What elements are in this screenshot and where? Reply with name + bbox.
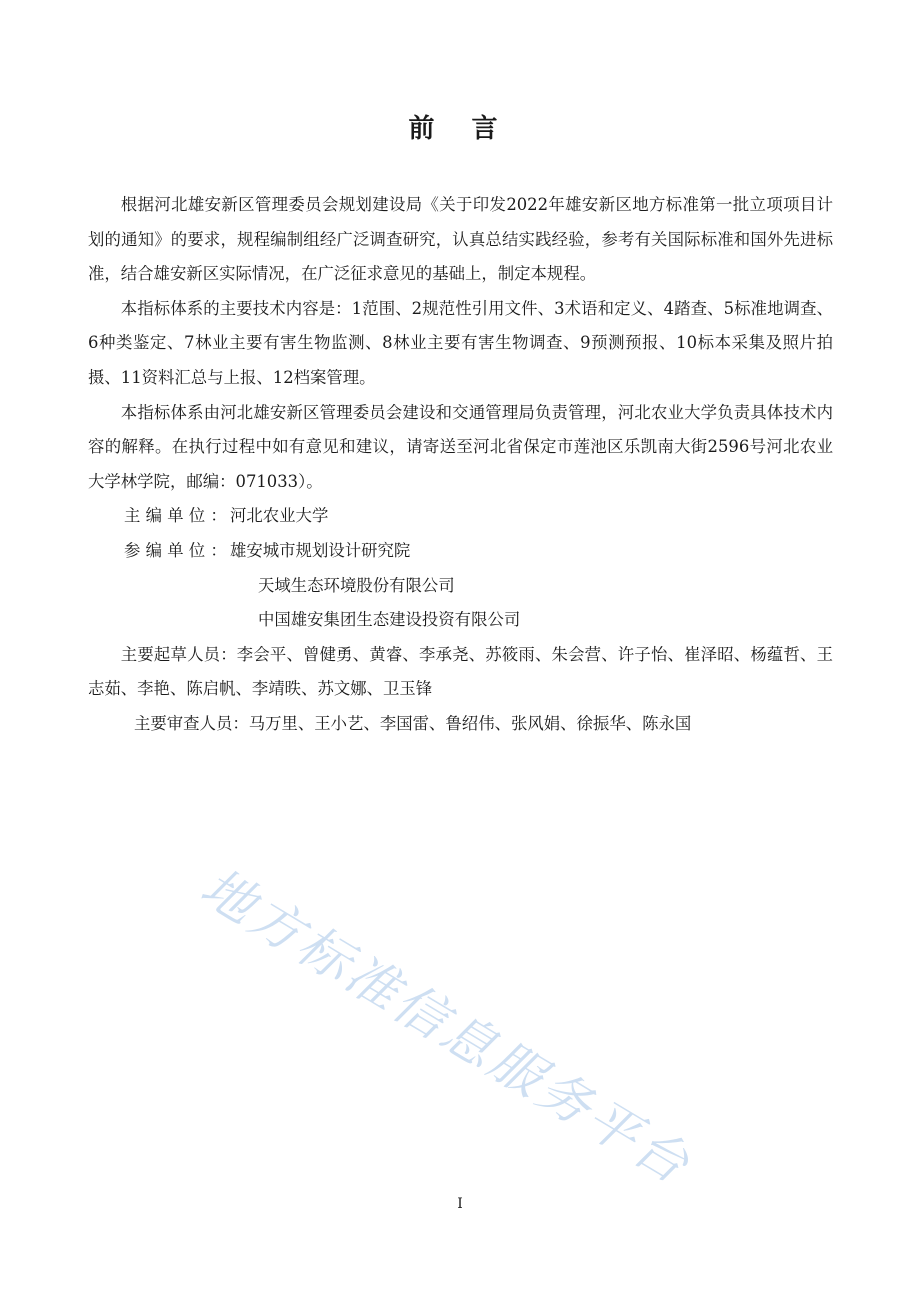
drafters-label: 主要起草人员：: [120, 644, 237, 664]
page-title: 前 言: [408, 114, 512, 144]
reviewers-value: 马万里、王小艺、李国雷、鲁绍伟、张风娟、徐振华、陈永国: [248, 713, 692, 733]
chief-editor-label: 主 编 单 位 ：: [124, 506, 227, 526]
reviewers-line: [88, 707, 833, 742]
co-editor-value: 天域生态环境股份有限公司: [258, 575, 455, 595]
chief-editor-row: [88, 499, 833, 534]
watermark: 地方标准信息服务平台: [190, 857, 702, 1198]
paragraph-management: 本指标体系由河北雄安新区管理委员会建设和交通管理局负责管理，河北农业大学负责具体技术内容的解释。在执行过程中如有意见和建议，请寄送至河北省保定市莲池区乐凯南大街2596号河北农业大学林学院，邮编：071033）。: [88, 402, 833, 491]
paragraph-technical-content: 本指标体系的主要技术内容是：1范围、2规范性引用文件、3术语和定义、4踏查、5标准地调查、6种类鉴定、7林业主要有害生物监测、8林业主要有害生物调查、9预测预报、10标本采集及照片拍摄、11资料汇总与上报、12档案管理。: [88, 298, 833, 387]
chief-editor-value: 河北农业大学: [230, 506, 329, 526]
co-editor-row: [88, 534, 833, 569]
drafters-value: 李会平、曾健勇、黄睿、李承尧、苏筱雨、朱会营、许子怡、崔泽昭、杨蕴哲、王志茹、李艳、陈启帆、李靖昳、苏文娜、卫玉锋: [88, 644, 833, 699]
co-editor-value: 雄安城市规划设计研究院: [230, 540, 411, 560]
reviewers-label: 主要审查人员：: [134, 713, 249, 733]
co-editor-label: 参 编 单 位 ：: [124, 540, 227, 560]
document-body: [88, 188, 833, 742]
page-number: I: [457, 1196, 463, 1212]
co-editor-value: 中国雄安集团生态建设投资有限公司: [258, 610, 521, 630]
paragraph-background: 根据河北雄安新区管理委员会规划建设局《关于印发2022年雄安新区地方标准第一批立项项目计划的通知》的要求，规程编制组经广泛调查研究，认真总结实践经验，参考有关国际标准和国外先进标准，结合雄安新区实际情况，在广泛征求意见的基础上，制定本规程。: [88, 195, 833, 284]
drafters-line: [88, 638, 833, 707]
